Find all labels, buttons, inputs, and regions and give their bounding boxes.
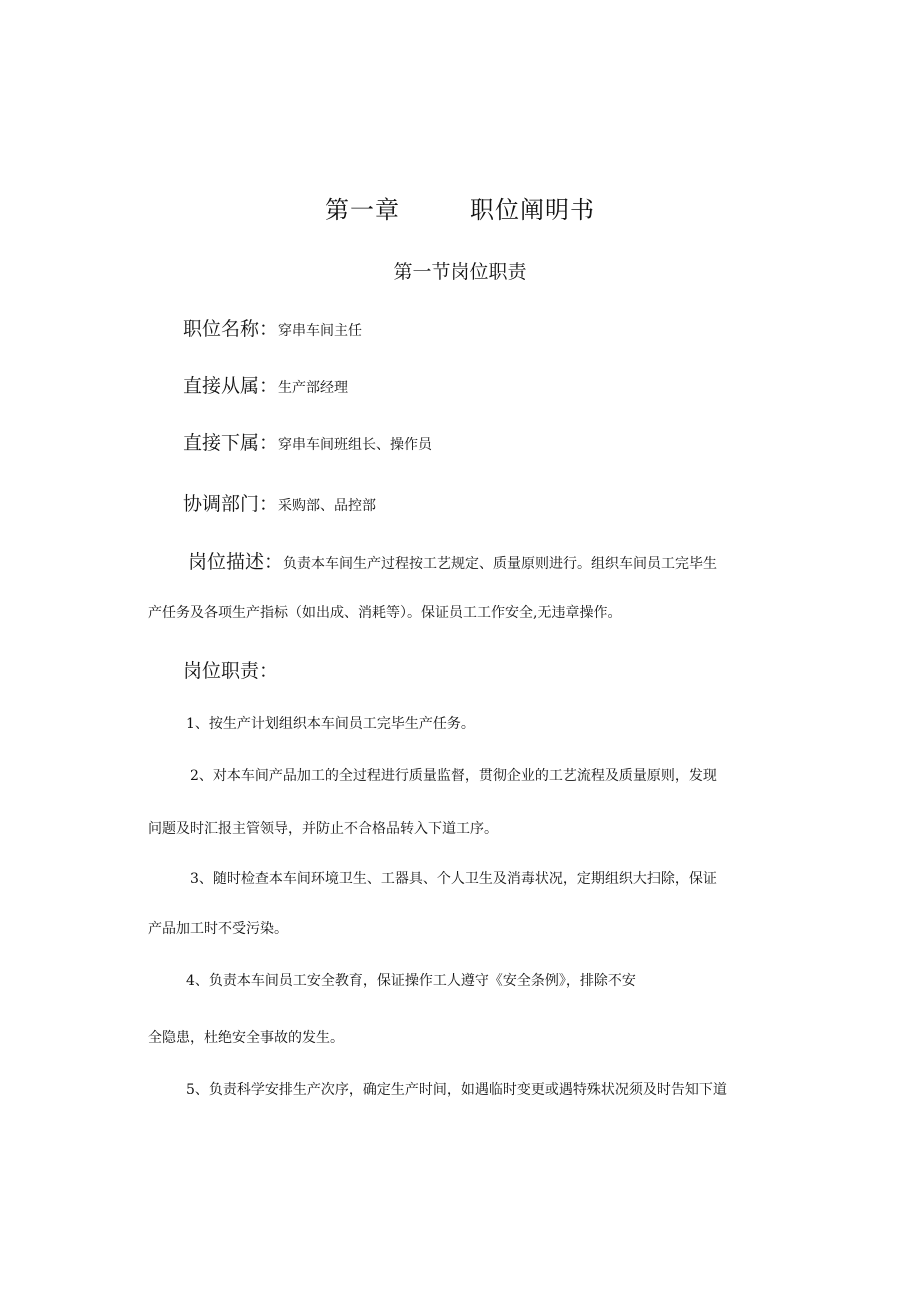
section-title: 第一节岗位职责: [393, 261, 527, 283]
field-value: 生产部经理: [278, 380, 349, 396]
duty-item-1: 1、按生产计划组织本车间员工完毕生产任务。: [186, 716, 475, 732]
field-label: 直接从属：: [183, 375, 279, 397]
duties-heading: 岗位职责：: [183, 660, 279, 682]
field-direct-subordinates: [183, 428, 432, 455]
duty-item-3-line-2: 产品加工时不受污染。: [148, 921, 288, 937]
field-label: 职位名称：: [183, 318, 279, 340]
field-label: 协调部门：: [183, 493, 279, 515]
field-value: 穿串车间班组长、操作员: [278, 437, 433, 453]
field-direct-superior: [183, 371, 348, 398]
duty-item-3-line-1: 3、随时检查本车间环境卫生、工器具、个人卫生及消毒状况，定期组织大扫除，保证: [190, 871, 717, 887]
duty-item-5-line-1: 5、负责科学安排生产次序，确定生产时间，如遇临时变更或遇特殊状况须及时告知下道: [186, 1082, 727, 1098]
duty-item-4-line-1: 4、负责本车间员工安全教育，保证操作工人遵守《安全条例》，排除不安: [186, 973, 636, 989]
job-description-line-1: [188, 547, 717, 574]
field-value: 穿串车间主任: [278, 323, 363, 339]
chapter-name: 职位阐明书: [470, 196, 595, 224]
field-value: 采购部、品控部: [278, 498, 377, 514]
job-description-label: 岗位描述：: [188, 551, 284, 573]
duty-item-2-line-1: 2、对本车间产品加工的全过程进行质量监督，贯彻企业的工艺流程及质量原则，发现: [190, 768, 717, 784]
job-description-line-2: 产任务及各项生产指标（如出成、消耗等）。保证员工工作安全,无违章操作。: [148, 605, 622, 621]
job-description-text: 负责本车间生产过程按工艺规定、质量原则进行。组织车间员工完毕生: [283, 556, 718, 572]
duty-item-4-line-2: 全隐患，杜绝安全事故的发生。: [148, 1030, 344, 1046]
field-coordinating-departments: [183, 489, 376, 516]
chapter-number: 第一章: [325, 196, 400, 224]
duty-item-2-line-2: 问题及时汇报主管领导，并防止不合格品转入下道工序。: [148, 821, 498, 837]
field-position-name: [183, 314, 362, 341]
field-label: 直接下属：: [183, 432, 279, 454]
chapter-title: [0, 190, 920, 225]
